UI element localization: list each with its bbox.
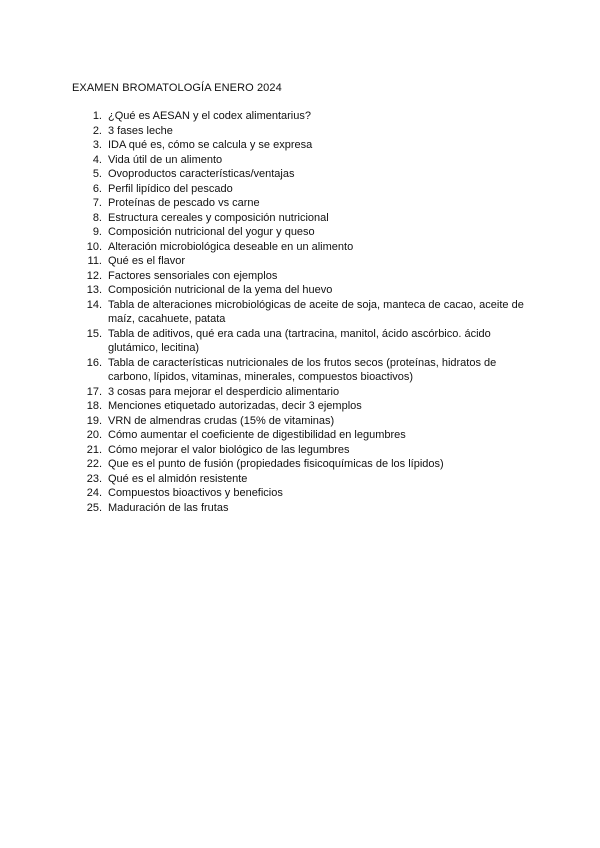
question-number: 21. xyxy=(86,443,102,456)
question-number: 7. xyxy=(92,197,102,209)
question-text: ¿Qué es AESAN y el codex alimentarius? xyxy=(108,110,311,122)
question-item xyxy=(72,153,532,168)
question-text: IDA qué es, cómo se calcula y se expresa xyxy=(108,139,313,151)
question-number: 23. xyxy=(86,472,102,485)
question-number: 9. xyxy=(92,226,102,238)
question-item xyxy=(72,196,532,211)
question-item xyxy=(72,269,532,284)
question-number: 13. xyxy=(86,284,102,296)
question-item xyxy=(72,486,532,501)
question-item xyxy=(72,356,532,385)
question-item xyxy=(72,327,532,356)
question-item xyxy=(72,254,532,269)
question-text: Cómo mejorar el valor biológico de las legumbres xyxy=(108,443,350,456)
question-item xyxy=(72,240,532,255)
question-item xyxy=(72,211,532,226)
question-text: Vida útil de un alimento xyxy=(108,153,223,166)
question-item xyxy=(72,414,532,429)
question-number: 5. xyxy=(92,168,102,180)
question-number: 20. xyxy=(86,429,102,441)
question-number: 8. xyxy=(92,211,102,224)
question-number: 12. xyxy=(86,269,102,282)
question-text: Cómo aumentar el coeficiente de digestibilidad en legumbres xyxy=(108,429,406,441)
question-item xyxy=(72,167,532,182)
question-text: Compuestos bioactivos y beneficios xyxy=(108,487,283,499)
question-text: Menciones etiquetado autorizadas, decir 3 ejemplos xyxy=(108,400,362,412)
question-text: 3 fases leche xyxy=(108,124,173,137)
question-text: Alteración microbiológica deseable en un alimento xyxy=(108,240,354,253)
question-number: 16. xyxy=(86,356,102,369)
question-item xyxy=(72,124,532,139)
question-text: Maduración de las frutas xyxy=(108,501,229,514)
question-number: 3. xyxy=(92,139,102,151)
question-list xyxy=(72,109,532,515)
question-number: 25. xyxy=(86,501,102,514)
question-text: Proteínas de pescado vs carne xyxy=(108,197,260,209)
question-item xyxy=(72,298,532,327)
question-text: Composición nutricional de la yema del huevo xyxy=(108,284,333,296)
question-number: 17. xyxy=(86,385,102,398)
question-item xyxy=(72,385,532,400)
question-text: Qué es el almidón resistente xyxy=(108,472,248,485)
question-item xyxy=(72,138,532,153)
question-item xyxy=(72,225,532,240)
question-text: Tabla de características nutricionales de los frutos secos (proteínas, hidratos de carbono, lípidos, vitaminas, minerales, compuestos bioactivos) xyxy=(108,356,497,383)
question-item xyxy=(72,428,532,443)
question-number: 6. xyxy=(92,182,102,195)
question-text: Que es el punto de fusión (propiedades fisicoquímicas de los lípidos) xyxy=(108,458,444,470)
question-item xyxy=(72,443,532,458)
question-item xyxy=(72,457,532,472)
question-text: Factores sensoriales con ejemplos xyxy=(108,269,278,282)
question-number: 22. xyxy=(86,458,102,470)
question-number: 1. xyxy=(92,110,102,122)
question-number: 11. xyxy=(87,255,102,267)
question-number: 24. xyxy=(86,487,102,499)
question-text: Tabla de alteraciones microbiológicas de aceite de soja, manteca de cacao, aceite de maíz, cacahuete, patata xyxy=(108,298,524,325)
question-text: Estructura cereales y composición nutricional xyxy=(108,211,329,224)
question-text: 3 cosas para mejorar el desperdicio alimentario xyxy=(108,385,340,398)
question-item xyxy=(72,182,532,197)
question-number: 15. xyxy=(86,327,102,340)
question-text: Perfil lipídico del pescado xyxy=(108,182,233,195)
question-text: Qué es el flavor xyxy=(108,255,186,267)
question-number: 18. xyxy=(86,400,102,412)
document-title: EXAMEN BROMATOLOGÍA ENERO 2024 xyxy=(72,82,282,94)
question-item xyxy=(72,472,532,487)
question-number: 14. xyxy=(86,298,102,311)
question-number: 10. xyxy=(86,240,102,253)
question-number: 19. xyxy=(86,414,102,427)
question-text: Composición nutricional del yogur y queso xyxy=(108,226,315,238)
question-text: Ovoproductos características/ventajas xyxy=(108,168,295,180)
question-number: 4. xyxy=(92,153,102,166)
question-number: 2. xyxy=(92,124,102,137)
question-item xyxy=(72,109,532,124)
question-item xyxy=(72,501,532,516)
question-item xyxy=(72,283,532,298)
question-text: VRN de almendras crudas (15% de vitaminas) xyxy=(108,414,335,427)
question-item xyxy=(72,399,532,414)
question-text: Tabla de aditivos, qué era cada una (tartracina, manitol, ácido ascórbico. ácido glutámico, lecitina) xyxy=(108,327,491,354)
